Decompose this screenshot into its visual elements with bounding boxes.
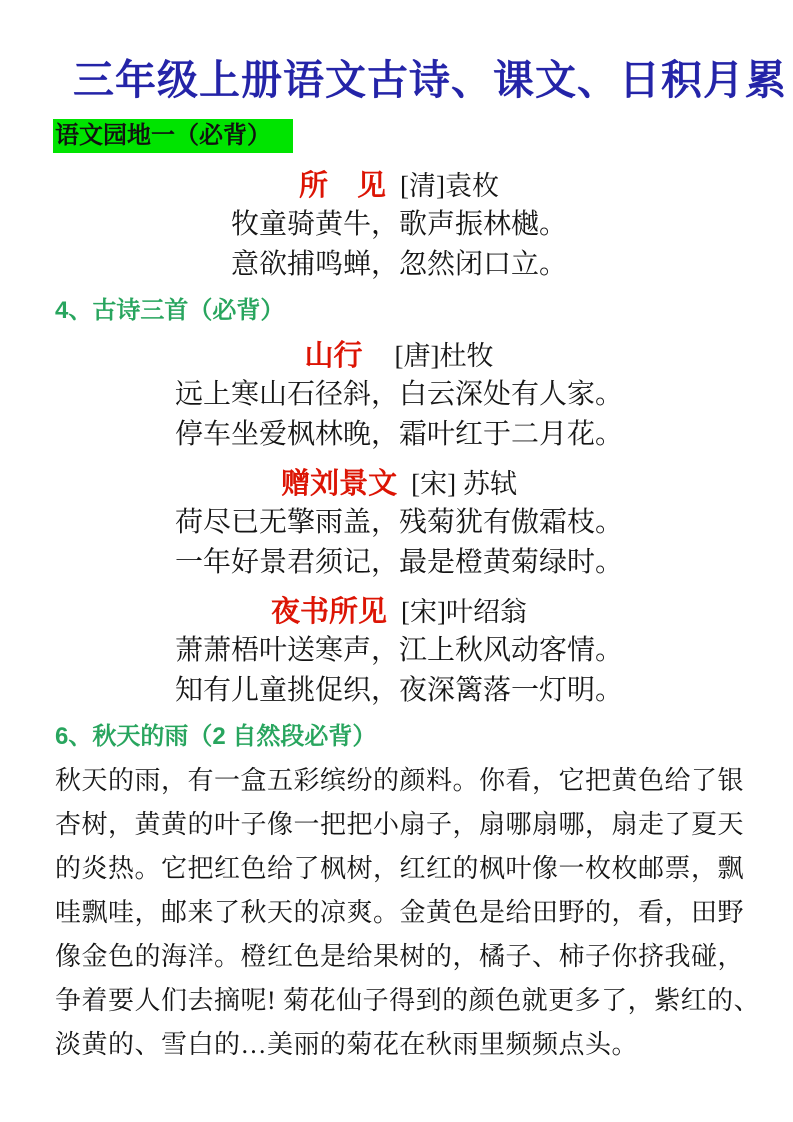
paragraph-line: 争着要人们去摘呢! 菊花仙子得到的颜色就更多了，紫红的、 <box>55 986 761 1015</box>
autumn-rain-paragraph <box>55 759 761 1067</box>
paragraph-line: 杏树，黄黄的叶子像一把把小扇子，扇哪扇哪，扇走了夏天 <box>55 810 745 839</box>
poem-title: 所 见 <box>299 170 387 202</box>
poem-title-row <box>55 593 743 631</box>
paragraph-line: 淡黄的、雪白的…美丽的菊花在秋雨里频频点头。 <box>55 1030 639 1059</box>
section-header-lesson4: 4、古诗三首（必背） <box>55 297 285 324</box>
poem-author: [宋]叶绍翁 <box>401 597 527 627</box>
poem-yeshusuojian <box>55 593 743 711</box>
poem-author: [唐]杜牧 <box>394 341 494 371</box>
poem-title: 赠刘景文 <box>281 468 398 500</box>
poem-author: [清]袁枚 <box>400 171 499 201</box>
section-header-unit1-highlighted: 语文园地一（必背） <box>53 119 293 153</box>
poem-line: 一年好景君须记，最是橙黄菊绿时。 <box>174 547 623 578</box>
paragraph-line: 哇飘哇，邮来了秋天的凉爽。金黄色是给田野的，看，田野 <box>55 898 745 927</box>
poem-title: 夜书所见 <box>271 596 388 628</box>
poem-title-row <box>55 167 743 205</box>
page-title: 三年级上册语文古诗、课文、日积月累 <box>73 57 787 103</box>
poem-title: 山行 <box>304 340 363 372</box>
poem-line: 远上寒山石径斜，白云深处有人家。 <box>174 379 623 410</box>
poem-author: [宋] 苏轼 <box>411 469 517 499</box>
paragraph-line: 秋天的雨，有一盒五彩缤纷的颜料。你看，它把黄色给了银 <box>55 766 745 795</box>
paragraph-line: 像金色的海洋。橙红色是给果树的，橘子、柿子你挤我碰， <box>55 942 745 971</box>
section-header-lesson6: 6、秋天的雨（2 自然段必背） <box>55 723 377 750</box>
poem-suojian <box>55 167 743 285</box>
poem-line: 荷尽已无擎雨盖，残菊犹有傲霜枝。 <box>174 507 623 538</box>
poem-title-row <box>55 337 743 375</box>
poem-line: 停车坐爱枫林晚，霜叶红于二月花。 <box>174 419 623 450</box>
poem-line: 知有儿童挑促织，夜深篱落一灯明。 <box>174 675 623 706</box>
poem-line: 意欲捕鸣蝉，忽然闭口立。 <box>230 249 567 280</box>
poem-shanxing <box>55 337 743 455</box>
poem-line: 萧萧梧叶送寒声，江上秋风动客情。 <box>174 635 623 666</box>
poem-line: 牧童骑黄牛，歌声振林樾。 <box>230 209 567 240</box>
paragraph-line: 的炎热。它把红色给了枫树，红红的枫叶像一枚枚邮票，飘 <box>55 854 745 883</box>
poem-zengliujingwen <box>55 465 743 583</box>
poem-title-row <box>55 465 743 503</box>
